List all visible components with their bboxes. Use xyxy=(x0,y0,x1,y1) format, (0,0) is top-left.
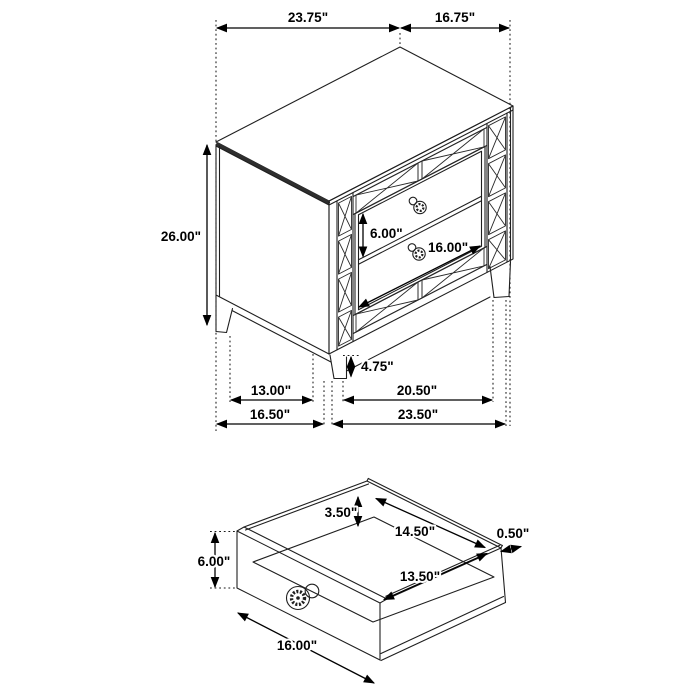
dim-label-interior-depth: 3.50" xyxy=(324,505,358,520)
side-apron xyxy=(232,311,331,363)
nightstand-top xyxy=(216,47,513,201)
dim-label-leg-spacing-front: 20.50" xyxy=(396,383,438,398)
drawer-knob-icon xyxy=(287,584,319,609)
dim-label-drawer-face-width: 16.00" xyxy=(428,240,469,255)
dim-label-base-width: 23.50" xyxy=(397,407,439,422)
back-left-leg xyxy=(216,295,233,333)
dim-label-front-height: 6.00" xyxy=(197,554,231,569)
nightstand-side-panel xyxy=(216,146,329,354)
nightstand-figure xyxy=(161,10,513,431)
top-front-left-edge xyxy=(218,145,328,203)
front-right-leg xyxy=(490,262,511,298)
dim-label-top-depth: 16.75" xyxy=(434,10,476,25)
dim-label-top-width: 23.75" xyxy=(287,10,329,25)
dim-label-drawer-face-height: 6.00" xyxy=(370,226,403,241)
front-left-leg xyxy=(330,355,347,379)
dim-label-wall-thickness: 0.50" xyxy=(496,526,530,541)
dim-label-interior-width: 13.50" xyxy=(399,569,441,584)
dim-label-leg-spacing-side: 13.00" xyxy=(250,383,292,398)
drawer2-knob-icon xyxy=(408,244,425,261)
dim-label-front-width: 16.00" xyxy=(276,638,318,653)
dim-label-leg-height: 4.75" xyxy=(361,359,394,374)
nightstand-body xyxy=(216,47,513,379)
drawer-floor xyxy=(253,517,494,622)
dim-label-interior-length: 14.50" xyxy=(394,524,436,539)
mirror-x-top-rail xyxy=(356,129,484,213)
dim-label-overall-height: 26.00" xyxy=(160,229,201,244)
dim-label-base-depth: 16.50" xyxy=(249,407,291,422)
drawer1-knob-icon xyxy=(409,197,426,214)
mirror-x-right-stile xyxy=(489,117,506,269)
mirror-x-left-stile xyxy=(339,196,352,346)
drawer-figure xyxy=(198,479,530,684)
